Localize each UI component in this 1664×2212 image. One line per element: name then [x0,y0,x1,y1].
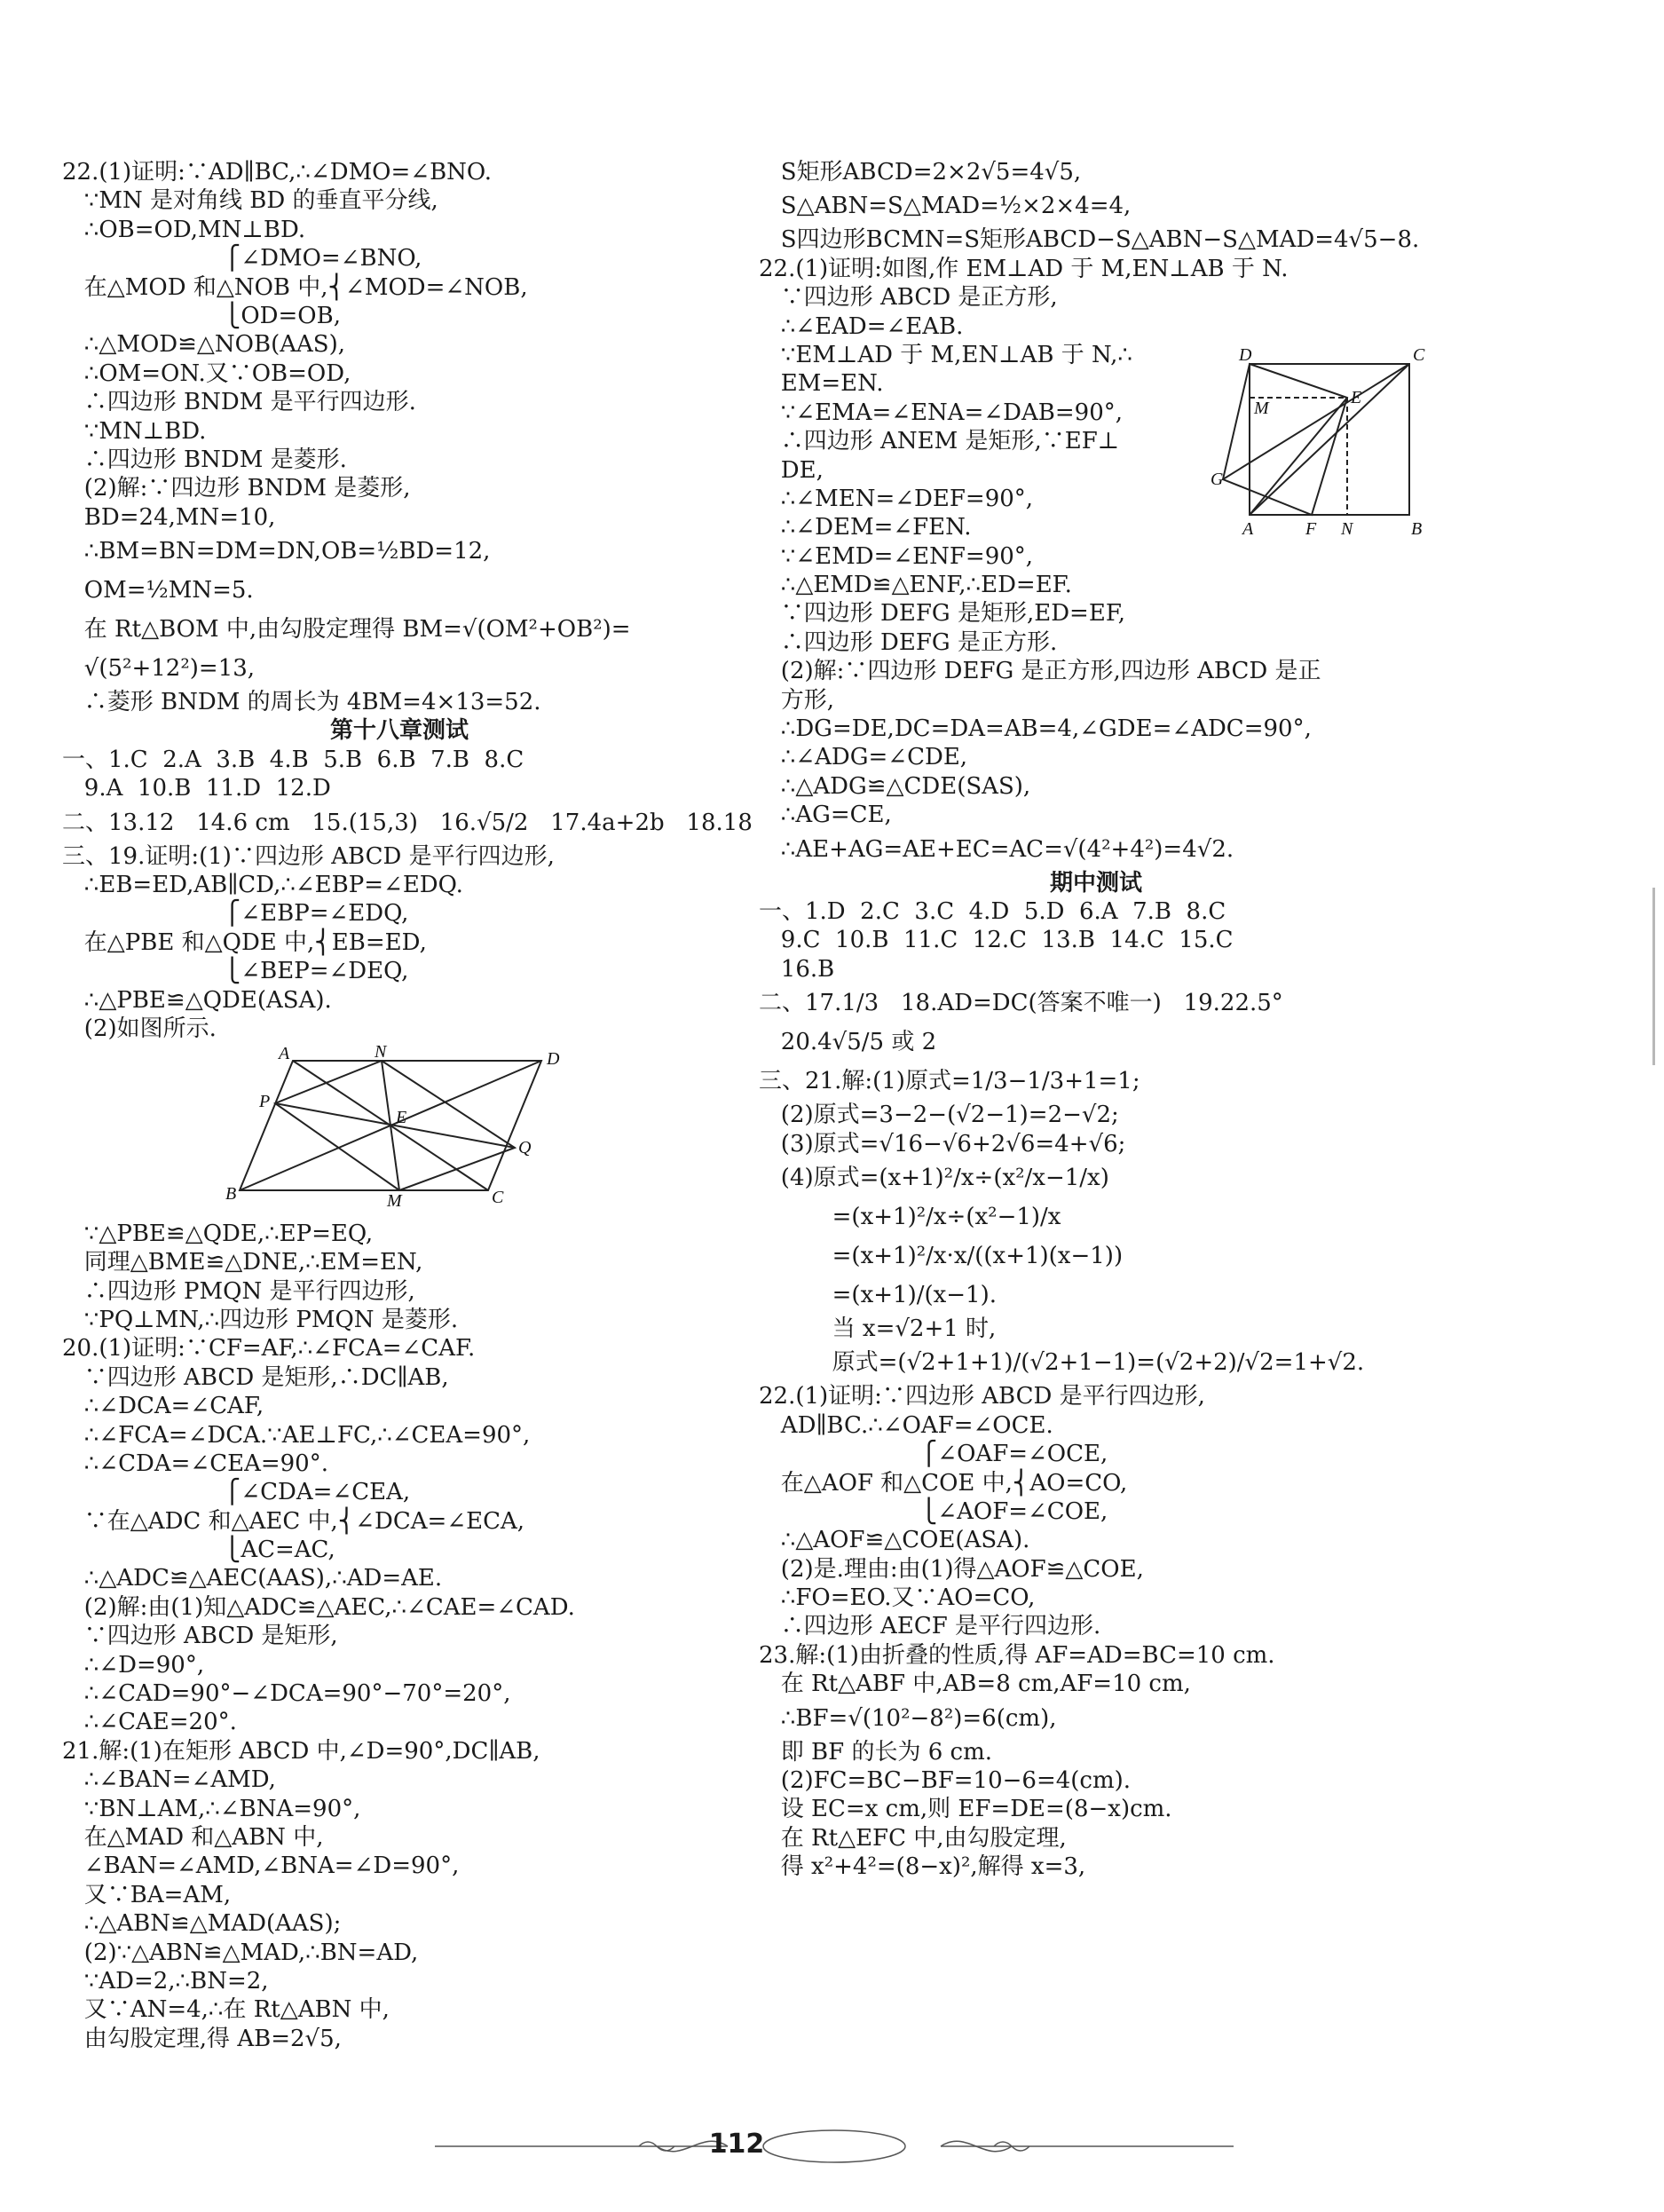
left_column-line: ∴∠CAD=90°−∠DCA=90°−70°=20°, [62,1680,511,1708]
fig1-label-a: A [279,1044,290,1064]
left_column-line: ∴△PBE≌△QDE(ASA). [62,986,332,1014]
left_column-line: 9.A 10.B 11.D 12.D [62,775,331,802]
right_column-line: 在△AOF 和△COE 中,⎨AO=CO, [759,1469,1128,1497]
left_column-line: ∵BN⊥AM,∴∠BNA=90°, [62,1795,361,1822]
left_column-line: 22.(1)证明:∵AD∥BC,∴∠DMO=∠BNO. [62,159,492,186]
right_column-line: ∵∠EMD=∠ENF=90°, [759,542,1034,570]
left_column-line: ⎩AC=AC, [62,1537,335,1564]
right_column-line: 方形, [759,686,835,714]
right_column-line: 三、21.解:(1)原式=1/3−1/3+1=1; [759,1068,1140,1095]
right_column-line: 期中测试 [1049,869,1142,897]
left_column-line: 20.(1)证明:∵CF=AF,∴∠FCA=∠CAF. [62,1335,476,1363]
fig2-label-a: A [1242,519,1254,539]
left_column-line: ∴△MOD≌△NOB(AAS), [62,331,345,359]
fig1-label-p: P [259,1092,271,1112]
left_column-line: OM=½MN=5. [62,577,254,604]
right_column-line: ∴∠DEM=∠FEN. [759,514,972,541]
left_column-line: ⎧∠CDA=∠CEA, [62,1479,411,1506]
left_column-line: ∵MN 是对角线 BD 的垂直平分线, [62,187,438,215]
right_column-line: (2)原式=3−2−(√2−1)=2−√2; [759,1102,1119,1129]
fig1-label-n: N [375,1042,387,1063]
left_column-line: 一、1.C 2.A 3.B 4.B 5.B 6.B 7.B 8.C [62,746,524,773]
page-number: 112 [708,2129,765,2160]
left_column-line: ∵MN⊥BD. [62,417,207,445]
right_column-line: 设 EC=x cm,则 EF=DE=(8−x)cm. [759,1796,1172,1823]
left_column-line: 又∵BA=AM, [62,1881,232,1908]
left_column-line: ∴四边形 BNDM 是平行四边形. [62,389,416,416]
right_column-line: ∵∠EMA=∠ENA=∠DAB=90°, [759,399,1124,426]
right_column-line: 22.(1)证明:如图,作 EM⊥AD 于 M,EN⊥AB 于 N. [759,255,1289,282]
right_column-line: ⎧∠OAF=∠OCE, [759,1441,1108,1468]
left_column-line: 21.解:(1)在矩形 ABCD 中,∠D=90°,DC∥AB, [62,1737,540,1765]
left_column-line: BD=24,MN=10, [62,503,276,531]
left_column-line: ⎩OD=OB, [62,302,341,329]
right_column-line: (2)解:∵四边形 DEFG 是正方形,四边形 ABCD 是正 [759,658,1321,685]
left_column-line: ∴OM=ON.又∵OB=OD, [62,359,351,387]
left_column-line: 同理△BME≌△DNE,∴EM=EN, [62,1249,423,1276]
right_column-line: =(x+1)²/x÷(x²−1)/x [759,1203,1061,1230]
right_column-line: (2)是.理由:由(1)得△AOF≌△COE, [759,1555,1144,1583]
left_column-line: ∵四边形 ABCD 是矩形, [62,1623,338,1650]
left_column-line: 在△MOD 和△NOB 中,⎨∠MOD=∠NOB, [62,273,528,301]
left_column-line: (2)解:∵四边形 BNDM 是菱形, [62,475,411,502]
right_column-line: ∴四边形 ANEM 是矩形,∵EF⊥ [759,428,1120,455]
parallelogram-figure [225,1042,648,1212]
right_column-line: ∴∠MEN=∠DEF=90°, [759,485,1034,512]
right_column-line: EM=EN. [759,370,884,398]
left_column-line: (2)如图所示. [62,1015,217,1042]
fig2-label-d: D [1239,345,1252,365]
left_column-line: ∴△ABN≌△MAD(AAS); [62,1910,342,1938]
right_column-line: =(x+1)²/x·x/((x+1)(x−1)) [759,1242,1124,1269]
right_column-line: ∴四边形 DEFG 是正方形. [759,628,1058,656]
left_column-line: 在△MAD 和△ABN 中, [62,1823,324,1851]
left-column [62,158,753,2053]
fig2-label-n: N [1341,519,1353,539]
fig1-label-e: E [396,1108,407,1128]
left_column-line: √(5²+12²)=13, [62,655,256,683]
right_column-line: 23.解:(1)由折叠的性质,得 AF=AD=BC=10 cm. [759,1641,1275,1669]
right_column-line: (3)原式=√16−√6+2√6=4+√6; [759,1130,1126,1157]
right_column-line: =(x+1)/(x−1). [759,1281,998,1308]
left_column-line: ∴∠CDA=∠CEA=90°. [62,1450,328,1477]
segment-gc [1223,364,1409,479]
right_column-line: ⎩∠AOF=∠COE, [759,1497,1108,1525]
right_column-line: 即 BF 的长为 6 cm. [759,1738,993,1766]
left_column-line: ∴∠CAE=20°. [62,1709,237,1736]
left_column-line: ⎧∠DMO=∠BNO, [62,245,422,273]
footer-ornament [435,2120,1234,2173]
right_column-line: (2)FC=BC−BF=10−6=4(cm). [759,1767,1132,1795]
right_column-line: 当 x=√2+1 时, [759,1315,997,1342]
left_column-line: 第十八章测试 [329,717,469,745]
square-figure [1211,345,1427,541]
right_column-line: ∴△EMD≌△ENF,∴ED=EF. [759,572,1072,599]
fig1-label-d: D [547,1049,560,1070]
left_column-line: ∴∠DCA=∠CAF, [62,1393,264,1420]
right_column-line: ∴△ADG≌△CDE(SAS), [759,772,1031,800]
right_column-line: 9.C 10.B 11.C 12.C 13.B 14.C 15.C [759,927,1234,954]
left_column-line: 三、19.证明:(1)∵四边形 ABCD 是平行四边形, [62,842,555,870]
right_column-line: ∴△AOF≌△COE(ASA). [759,1527,1030,1554]
fig1-label-q: Q [518,1138,532,1158]
left_column-line: ∴菱形 BNDM 的周长为 4BM=4×13=52. [62,689,541,716]
left_column-line: ∵AD=2,∴BN=2, [62,1967,269,1995]
left_column-line: (2)解:由(1)知△ADC≌△AEC,∴∠CAE=∠CAD. [62,1593,575,1621]
left_column-line: ∴∠BAN=∠AMD, [62,1766,276,1794]
left_column-line: ∴△ADC≌△AEC(AAS),∴AD=AE. [62,1565,443,1592]
right_column-line: ∵EM⊥AD 于 M,EN⊥AB 于 N,∴ [759,341,1132,368]
right_column-line: ∴FO=EO.又∵AO=CO, [759,1584,1036,1612]
right_column-line: 二、17.1/3 18.AD=DC(答案不唯一) 19.22.5° [759,990,1283,1017]
right_column-line: 一、1.D 2.C 3.C 4.D 5.D 6.A 7.B 8.C [759,897,1226,925]
fig2-label-c: C [1413,345,1425,365]
left_column-line: 在△PBE 和△QDE 中,⎨EB=ED, [62,928,427,956]
right-column [759,158,1433,1882]
diagonal-ac [1250,364,1409,515]
right_column-line: 22.(1)证明:∵四边形 ABCD 是平行四边形, [759,1383,1205,1410]
right_column-line: 在 Rt△ABF 中,AB=8 cm,AF=10 cm, [759,1671,1191,1698]
fig2-label-b: B [1411,519,1423,539]
right_column-line: ∴BF=√(10²−8²)=6(cm), [759,1704,1057,1732]
scan-edge-mark [1652,888,1655,1065]
left_column-line: 又∵AN=4,∴在 Rt△ABN 中, [62,1996,390,2024]
left_column-line: ∵△PBE≌△QDE,∴EP=EQ, [62,1220,374,1247]
right_column-line: ∵四边形 ABCD 是正方形, [759,284,1058,312]
right_column-line: S四边形BCMN=S矩形ABCD−S△ABN−S△MAD=4√5−8. [759,226,1420,254]
left_column-line: ∴∠FCA=∠DCA.∵AE⊥FC,∴∠CEA=90°, [62,1421,531,1449]
right_column-line: ∴∠EAD=∠EAB. [759,312,964,340]
left_column-line: 由勾股定理,得 AB=2√5, [62,2025,342,2052]
left_column-line: ⎧∠EBP=∠EDQ, [62,900,409,928]
right_column-line: ∴四边形 AECF 是平行四边形. [759,1613,1101,1640]
right_column-line: S矩形ABCD=2×2√5=4√5, [759,159,1082,186]
fig1-label-c: C [492,1188,504,1208]
right_column-line: 在 Rt△EFC 中,由勾股定理, [759,1824,1067,1852]
left_column-line: ∴EB=ED,AB∥CD,∴∠EBP=∠EDQ. [62,872,463,899]
left_column-line: ∴四边形 PMQN 是平行四边形, [62,1277,415,1305]
right_column-line: ∴∠ADG=∠CDE, [759,744,968,771]
left_column-line: ∵PQ⊥MN,∴四边形 PMQN 是菱形. [62,1306,459,1333]
fig2-label-f: F [1305,519,1317,539]
left_column-line: ∴BM=BN=DM=DN,OB=½BD=12, [62,538,491,565]
left_column-line: ∵四边形 ABCD 是矩形,∴DC∥AB, [62,1363,449,1391]
fig2-label-m: M [1254,399,1269,418]
right_column-line: 20.4√5/5 或 2 [759,1029,937,1056]
left_column-line: (2)∵△ABN≌△MAD,∴BN=AD, [62,1939,419,1966]
left_column-line: ∴∠D=90°, [62,1651,205,1679]
right_column-line: S△ABN=S△MAD=½×2×4=4, [759,193,1132,220]
fig1-label-b: B [225,1184,237,1205]
right_column-line: DE, [759,456,824,484]
right_column-line: ∴AG=CE, [759,802,892,829]
fig2-label-e: E [1351,388,1362,407]
right_column-line: ∴AE+AG=AE+EC=AC=√(4²+4²)=4√2. [759,835,1234,863]
left_column-line: ∴四边形 BNDM 是菱形. [62,446,347,473]
left_column-line: 在 Rt△BOM 中,由勾股定理得 BM=√(OM²+OB²)= [62,616,631,644]
right_column-line: 得 x²+4²=(8−x)²,解得 x=3, [759,1853,1086,1881]
fig2-label-g: G [1211,470,1224,489]
left_column-line: ⎩∠BEP=∠DEQ, [62,958,409,985]
left_column-line: ∵在△ADC 和△AEC 中,⎨∠DCA=∠ECA, [62,1507,525,1535]
right_column-line: (4)原式=(x+1)²/x÷(x²/x−1/x) [759,1164,1109,1191]
right_column-line: ∵四边形 DEFG 是矩形,ED=EF, [759,600,1126,628]
right_column-line: ∴DG=DE,DC=DA=AB=4,∠GDE=∠ADC=90°, [759,715,1312,743]
right_column-line: 16.B [759,955,835,983]
left_column-line: ∠BAN=∠AMD,∠BNA=∠D=90°, [62,1853,460,1880]
right_column-line: 原式=(√2+1+1)/(√2+1−1)=(√2+2)/√2=1+√2. [759,1349,1365,1377]
fig1-label-m: M [387,1191,402,1212]
left_column-line: 二、13.12 14.6 cm 15.(15,3) 16.√5/2 17.4a+2b 18.18 [62,809,753,836]
left_column-line: ∴OB=OD,MN⊥BD. [62,216,306,243]
right_column-line: AD∥BC.∴∠OAF=∠OCE. [759,1411,1053,1439]
